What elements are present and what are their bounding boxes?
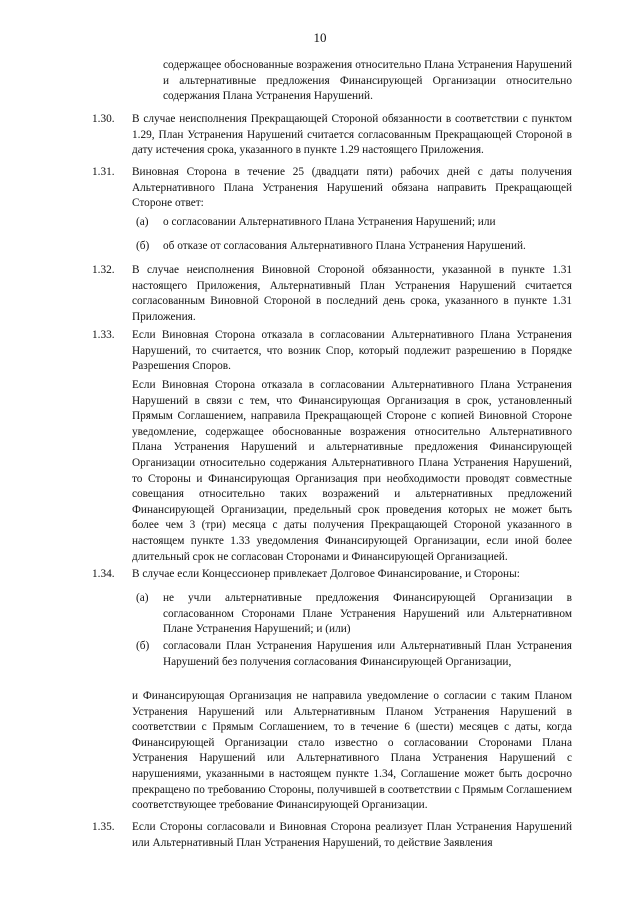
clause-1-34-b-text: согласовали План Устранения Нарушения или Альтернативный План Устранения Нарушений без получения согласования Финансирующей Организации, <box>163 640 572 668</box>
clause-1-30-text: В случае неисполнения Прекращающей Стороной обязанности в соответствии с пунктом 1.29, План Устранения Нарушений считается согласованным Прекращающей Стороной в дату истечения срока, указанного в пункте 1.29 настоящего Приложения. <box>132 113 572 157</box>
clause-1-32-number: 1.32. <box>92 264 115 276</box>
clause-1-34-text: В случае если Концессионер привлекает Долговое Финансирование, и Стороны: <box>132 568 520 580</box>
clause-1-31-a-letter: (а) <box>136 216 149 228</box>
clause-1-33-text-1: Если Виновная Сторона отказала в согласовании Альтернативного Плана Устранения Нарушений, то считается, что возник Спор, который подлежит разрешению в Порядке Разрешения Споров. <box>132 329 572 373</box>
intro-paragraph: содержащее обоснованные возражения относительно Плана Устранения Нарушений и альтернативные предложения Финансирующей Организации относительно содержания Плана Устранения Нарушений. <box>163 59 572 103</box>
clause-1-31-b-text: об отказе от согласования Альтернативного Плана Устранения Нарушений. <box>163 240 526 252</box>
clause-1-33-number: 1.33. <box>92 329 115 341</box>
clause-1-34-number: 1.34. <box>92 568 115 580</box>
clause-1-34-a-letter: (а) <box>136 592 149 604</box>
clause-1-31-a-text: о согласовании Альтернативного Плана Устранения Нарушений; или <box>163 216 496 228</box>
clause-1-32-text: В случае неисполнения Виновной Стороной обязанности, указанной в пункте 1.31 настоящего Приложения, Альтернативный План Устранения Нарушений считается согласованным Виновной Стороной в последний день срока, указанного в пункте 1.31 Приложения. <box>132 264 572 323</box>
clause-1-35-number: 1.35. <box>92 821 115 833</box>
page-number: 10 <box>313 30 327 45</box>
clause-1-31-number: 1.31. <box>92 166 115 178</box>
clause-1-33-text-2: Если Виновная Сторона отказала в согласовании Альтернативного Плана Устранения Нарушений в связи с тем, что Финансирующая Организация в срок, установленный Прямым Соглашением, направила Прекращающей Стороне с копией Виновной Стороне уведомление, содержащее обоснованные возражения относительно Альтернативного Плана Устранения Нарушений и альтернативные предложения Финансирующей Организации относительно содержания Альтернативного Плана Устранения Нарушений, то Стороны и Финансирующая Организация при необходимости проводят совместные совещания относительно таких возражений и альтернативных предложений Финансирующей Организации, предельный срок проведения которых не может быть более чем 3 (три) месяца с даты получения Прекращающей Стороной указанного в настоящем пункте 1.33 уведомления Финансирующей Организации, если иной более длительный срок не согласован Сторонами и Финансирующей Организацией. <box>132 379 572 563</box>
clause-1-31-text: Виновная Сторона в течение 25 (двадцати пяти) рабочих дней с даты получения Альтернативного Плана Устранения Нарушений обязана направить Прекращающей Стороне ответ: <box>132 166 572 210</box>
clause-1-34-a-text: не учли альтернативные предложения Финансирующей Организации в согласованном Сторонами Плане Устранения Нарушений или Альтернативном Плане Устранения Нарушений; и (или) <box>163 592 572 636</box>
clause-1-30-number: 1.30. <box>92 113 115 125</box>
clause-1-35-text: Если Стороны согласовали и Виновная Сторона реализует План Устранения Нарушений или Альтернативный План Устранения Нарушений, то действие Заявления <box>132 821 572 849</box>
clause-1-34-b-letter: (б) <box>136 640 150 652</box>
clause-1-31-b-letter: (б) <box>136 240 150 252</box>
clause-1-34-tail: и Финансирующая Организация не направила уведомление о согласии с таким Планом Устранения Нарушений или Альтернативным Планом Устранения Нарушений в соответствии с Прямым Соглашением, то в течение 6 (шести) месяцев с даты, когда Финансирующей Организации стало известно о согласовании Сторонами Плана Устранения Нарушений или Альтернативного Плана Устранения Нарушений с нарушениями, указанными в настоящем пункте 1.34, Соглашение может быть досрочно прекращено по требованию Стороны, получившей в соответствии с Прямым Соглашением соответствующее требование Финансирующей Организации. <box>132 690 572 812</box>
